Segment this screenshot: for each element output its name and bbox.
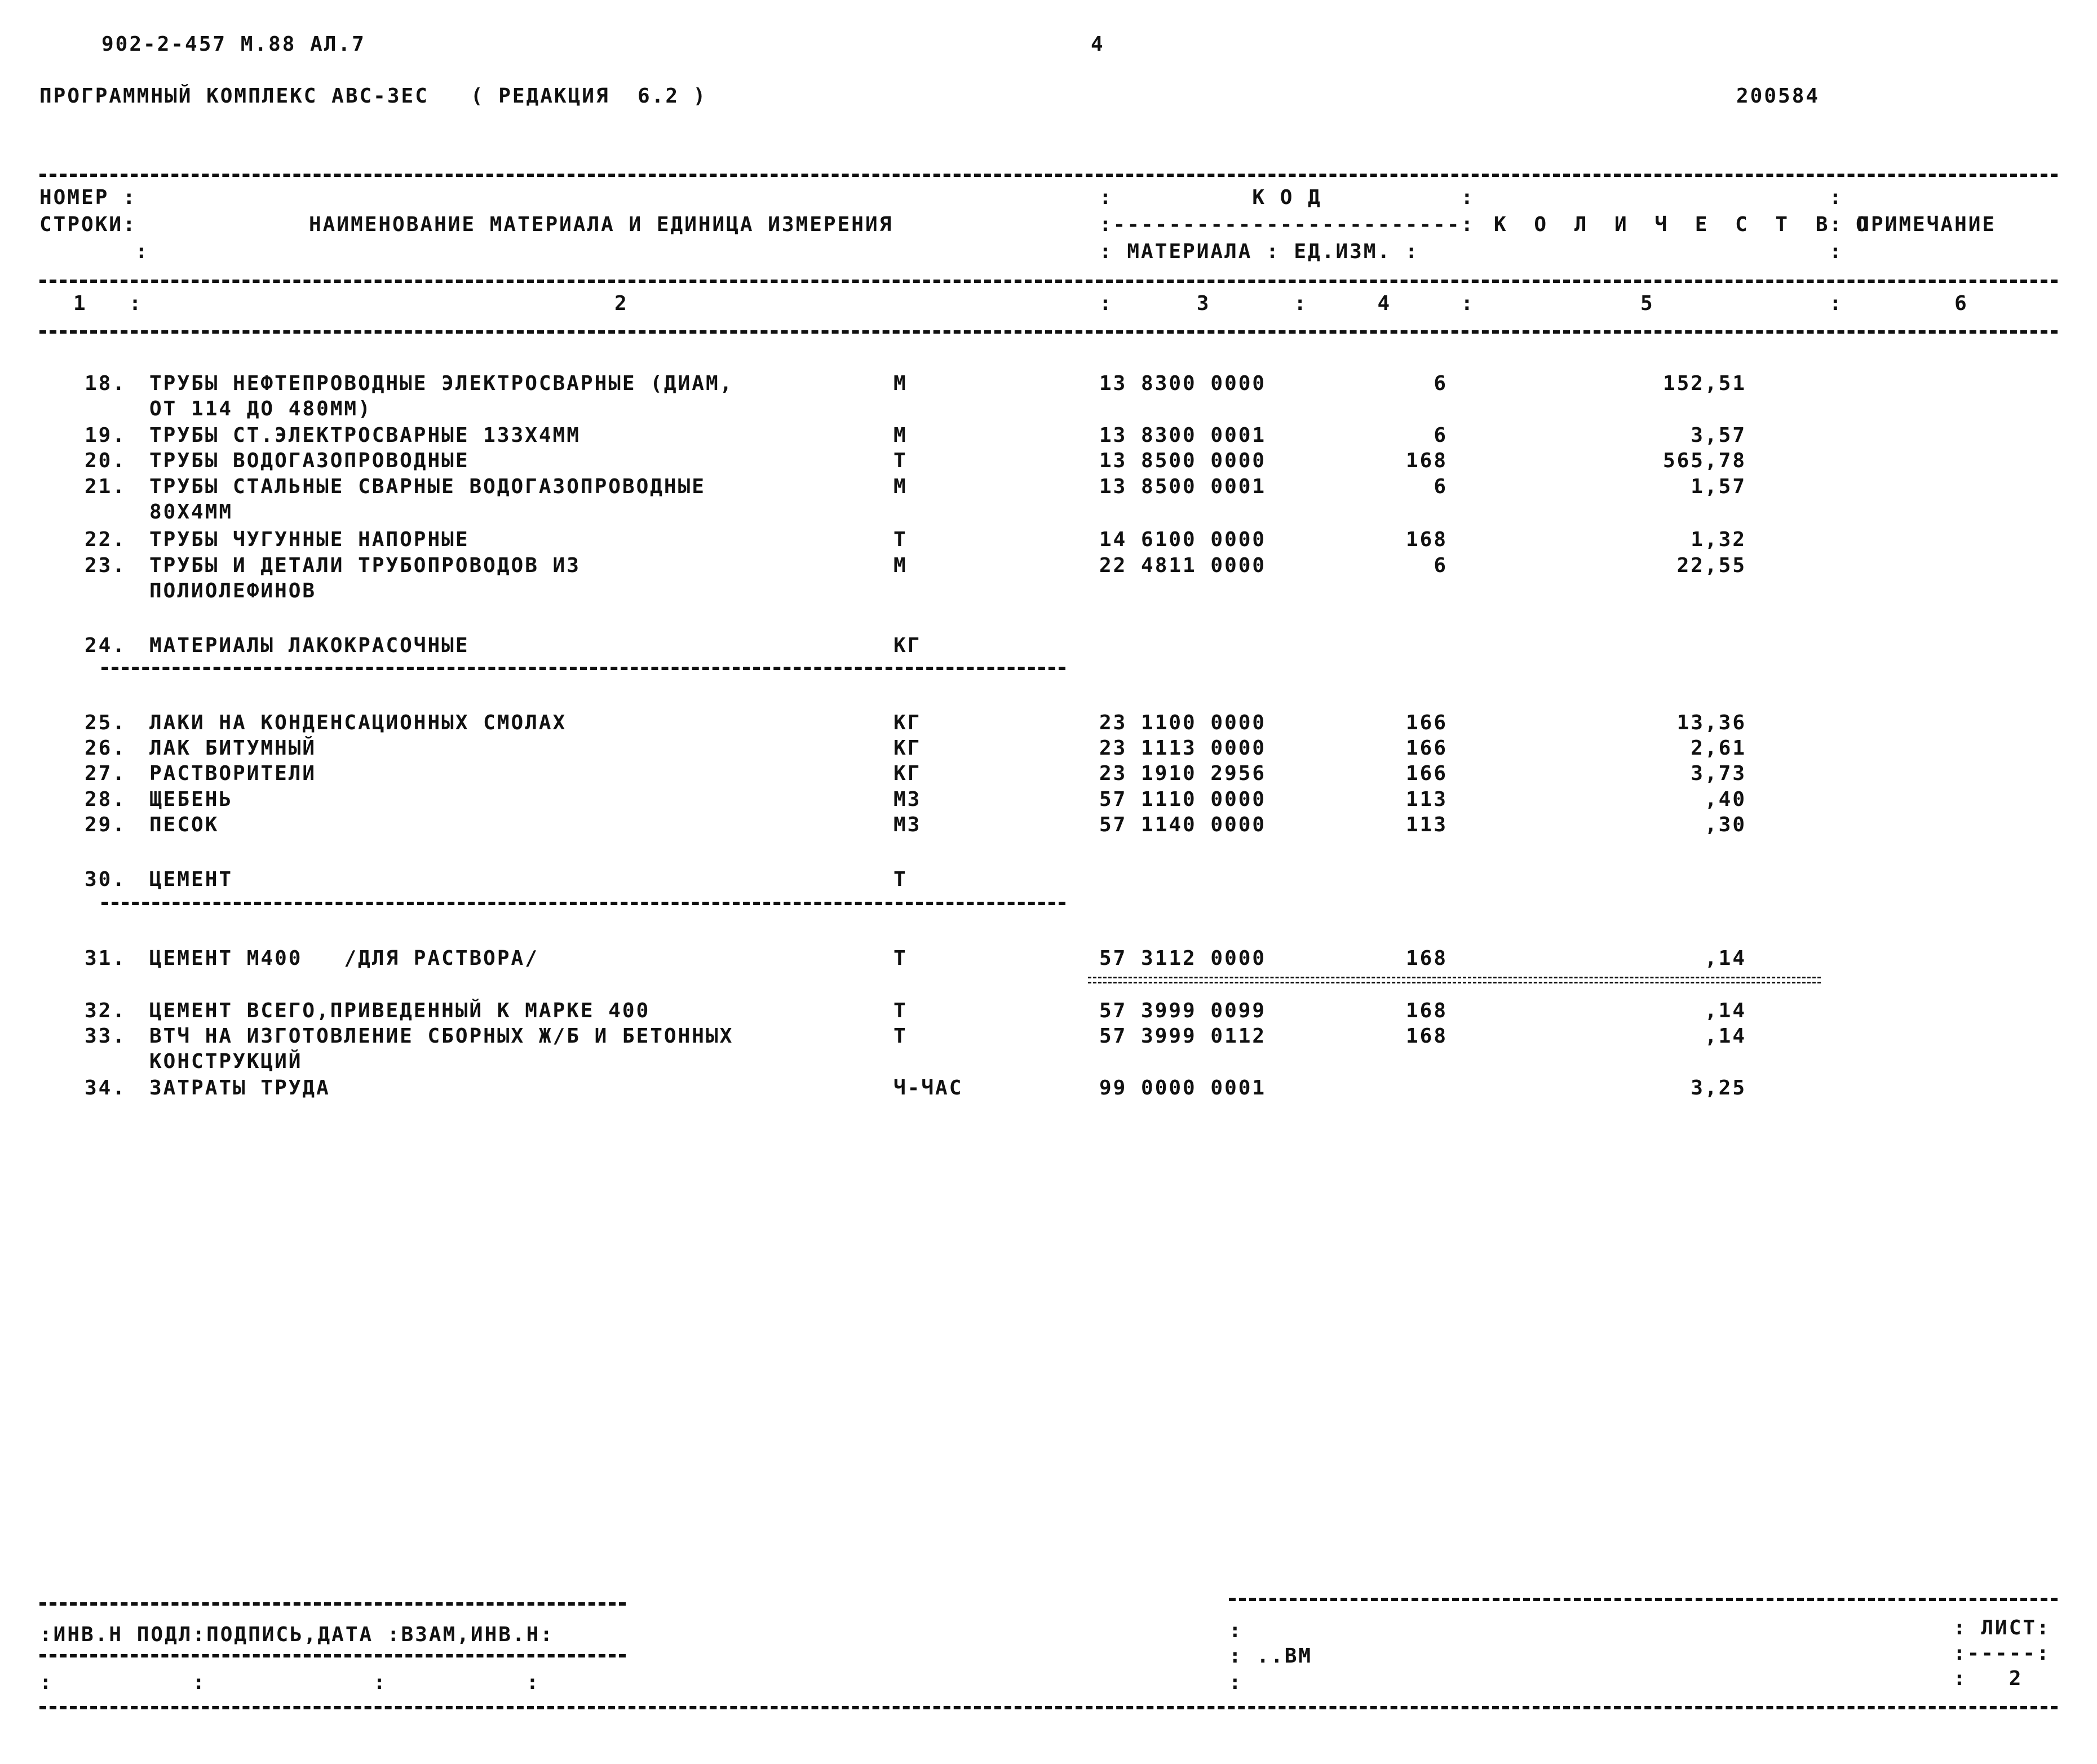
quantity: ,30 (1704, 813, 1746, 836)
unit: М (893, 554, 908, 577)
material-name: ПОЛИОЛЕФИНОВ (149, 579, 317, 602)
stamp-mid-rule (39, 1654, 626, 1657)
material-code: 13 8300 0001 (1099, 424, 1267, 447)
row-number: 27. (85, 762, 127, 785)
quantity: ,14 (1704, 947, 1746, 970)
unit-code: 6 (1434, 372, 1448, 395)
unit: М (893, 475, 908, 498)
row-number: 32. (85, 999, 127, 1022)
unit: М3 (893, 813, 922, 836)
row-number: 18. (85, 372, 127, 395)
unit: КГ (893, 762, 922, 785)
material-name: КОНСТРУКЦИЙ (149, 1050, 303, 1073)
material-code: 13 8500 0001 (1099, 475, 1267, 498)
program-title: ПРОГРАММНЫЙ КОМПЛЕКС АВС-3ЕС ( РЕДАКЦИЯ 6.2 ) (39, 85, 707, 108)
material-code: 23 1113 0000 (1099, 737, 1267, 760)
unit-code: 6 (1434, 475, 1448, 498)
stamp-header: :ИНВ.Н ПОДЛ:ПОДПИСЬ,ДАТА :ВЗАМ,ИНВ.Н: (39, 1623, 554, 1646)
material-name: ЗАТРАТЫ ТРУДА (149, 1076, 330, 1100)
material-code: 57 3112 0000 (1099, 947, 1267, 970)
unit-code: 168 (1405, 449, 1448, 472)
quantity: ,14 (1704, 999, 1746, 1022)
unit: Ч-ЧАС (893, 1076, 963, 1100)
unit-code: 166 (1405, 711, 1448, 734)
header-kod-2: :-------------------------: (1099, 213, 1475, 236)
material-code: 99 0000 0001 (1099, 1076, 1267, 1100)
material-name: 80Х4ММ (149, 500, 233, 524)
section-rule-24 (101, 667, 1065, 670)
unit: КГ (893, 711, 922, 734)
material-code: 57 3999 0099 (1099, 999, 1267, 1022)
unit: М3 (893, 788, 922, 811)
material-name: ТРУБЫ ВОДОГАЗОПРОВОДНЫЕ (149, 449, 470, 472)
material-name: ПЕСОК (149, 813, 219, 836)
material-name: ТРУБЫ НЕФТЕПРОВОДНЫЕ ЭЛЕКТРОСВАРНЫЕ (ДИАМ, (149, 372, 734, 395)
header-quantity: К О Л И Ч Е С Т В О (1494, 213, 1876, 236)
header-note-2: : ПРИМЕЧАНИЕ (1829, 213, 1997, 236)
quantity: 2,61 (1691, 737, 1746, 760)
unit: Т (893, 449, 908, 472)
row-number: 19. (85, 424, 127, 447)
unit: КГ (893, 634, 922, 657)
quantity: 565,78 (1662, 449, 1746, 472)
header-name: НАИМЕНОВАНИЕ МАТЕРИАЛА И ЕДИНИЦА ИЗМЕРЕНИЯ (309, 213, 893, 236)
row-number: 25. (85, 711, 127, 734)
material-code: 23 1910 2956 (1099, 762, 1267, 785)
stamp-bottom-rule (39, 1706, 2058, 1709)
stamp-row: : : : : (39, 1671, 541, 1694)
unit-code: 166 (1405, 737, 1448, 760)
unit-code: 166 (1405, 762, 1448, 785)
material-name: ЦЕМЕНТ М400 /ДЛЯ РАСТВОРА/ (149, 947, 539, 970)
row-number: 33. (85, 1025, 127, 1048)
unit-code: 113 (1405, 788, 1448, 811)
quantity: 13,36 (1676, 711, 1746, 734)
material-name: ЦЕМЕНТ (149, 868, 233, 891)
quantity: ,40 (1704, 788, 1746, 811)
row-number: 24. (85, 634, 127, 657)
material-name: ТРУБЫ СТАЛЬНЫЕ СВАРНЫЕ ВОДОГАЗОПРОВОДНЫЕ (149, 475, 706, 498)
row-number: 28. (85, 788, 127, 811)
unit-code: 168 (1405, 528, 1448, 551)
material-name: ОТ 114 ДО 480ММ) (149, 397, 372, 420)
header-nomer-2: СТРОКИ: (39, 213, 137, 236)
row-number: 34. (85, 1076, 127, 1100)
unit: М (893, 424, 908, 447)
row-number: 31. (85, 947, 127, 970)
material-code: 57 1140 0000 (1099, 813, 1267, 836)
row-number: 20. (85, 449, 127, 472)
material-code: 57 3999 0112 (1099, 1025, 1267, 1048)
quantity: 22,55 (1676, 554, 1746, 577)
unit-code: 168 (1405, 999, 1448, 1022)
total-double-rule (1088, 977, 1821, 985)
column-number-1: 1 : (73, 292, 143, 315)
document-code: 200584 (1736, 85, 1820, 108)
row-number: 23. (85, 554, 127, 577)
header-kod-3: : МАТЕРИАЛА : ЕД.ИЗМ. : (1099, 240, 1419, 263)
material-name: ТРУБЫ СТ.ЭЛЕКТРОСВАРНЫЕ 133Х4ММ (149, 424, 581, 447)
quantity: 3,57 (1691, 424, 1746, 447)
unit: Т (893, 528, 908, 551)
material-name: МАТЕРИАЛЫ ЛАКОКРАСОЧНЫЕ (149, 634, 470, 657)
title-block-top-rule (1229, 1598, 2058, 1601)
quantity: 1,32 (1691, 528, 1746, 551)
quantity: ,14 (1704, 1025, 1746, 1048)
header-kod-1: : К О Д : (1099, 186, 1475, 209)
material-code: 23 1100 0000 (1099, 711, 1267, 734)
header-bottom-rule (39, 330, 2058, 334)
material-code: 13 8300 0000 (1099, 372, 1267, 395)
row-number: 30. (85, 868, 127, 891)
unit-code: 6 (1434, 424, 1448, 447)
row-number: 22. (85, 528, 127, 551)
column-number-5: 5 (1640, 292, 1654, 315)
material-code: 13 8500 0000 (1099, 449, 1267, 472)
column-number-2: 2 (614, 292, 629, 315)
header-mid-rule (39, 280, 2058, 283)
header-note-1: : (1829, 186, 1843, 209)
unit: Т (893, 999, 908, 1022)
header-nomer-3: : (135, 240, 149, 263)
title-block-1: : (1229, 1619, 1243, 1642)
sheet-label: : ЛИСТ: (1953, 1616, 2051, 1639)
title-block-2: : ..ВМ (1229, 1645, 1313, 1668)
row-number: 29. (85, 813, 127, 836)
material-code: 14 6100 0000 (1099, 528, 1267, 551)
unit-code: 168 (1405, 1025, 1448, 1048)
unit: М (893, 372, 908, 395)
unit: Т (893, 868, 908, 891)
unit: Т (893, 947, 908, 970)
sheet-separator: :-----: (1953, 1642, 2051, 1665)
quantity: 3,73 (1691, 762, 1746, 785)
document-reference: 902-2-457 М.88 АЛ.7 (101, 33, 366, 56)
unit: КГ (893, 737, 922, 760)
material-name: ЛАК БИТУМНЫЙ (149, 737, 317, 760)
unit-code: 168 (1405, 947, 1448, 970)
table-top-rule (39, 174, 2058, 177)
header-note-3: : (1829, 240, 1843, 263)
material-name: ТРУБЫ И ДЕТАЛИ ТРУБОПРОВОДОВ ИЗ (149, 554, 581, 577)
unit-code: 6 (1434, 554, 1448, 577)
sheet-number: : 2 (1953, 1667, 2023, 1690)
column-number-3-4: : 3 : 4 : (1099, 292, 1475, 315)
header-nomer-1: НОМЕР : (39, 186, 137, 209)
title-block-3: : (1229, 1671, 1243, 1694)
unit-code: 113 (1405, 813, 1448, 836)
row-number: 21. (85, 475, 127, 498)
stamp-top-rule (39, 1602, 626, 1606)
quantity: 1,57 (1691, 475, 1746, 498)
material-name: ТРУБЫ ЧУГУННЫЕ НАПОРНЫЕ (149, 528, 470, 551)
page-number: 4 (1091, 33, 1105, 56)
material-code: 22 4811 0000 (1099, 554, 1267, 577)
section-rule-30 (101, 902, 1065, 905)
material-name: ЩЕБЕНЬ (149, 788, 233, 811)
material-name: ВТЧ НА ИЗГОТОВЛЕНИЕ СБОРНЫХ Ж/Б И БЕТОННЫХ (149, 1025, 734, 1048)
row-number: 26. (85, 737, 127, 760)
material-name: РАСТВОРИТЕЛИ (149, 762, 317, 785)
material-code: 57 1110 0000 (1099, 788, 1267, 811)
quantity: 152,51 (1662, 372, 1746, 395)
column-number-6: : 6 (1829, 292, 1968, 315)
quantity: 3,25 (1691, 1076, 1746, 1100)
material-name: ЛАКИ НА КОНДЕНСАЦИОННЫХ СМОЛАХ (149, 711, 567, 734)
material-name: ЦЕМЕНТ ВСЕГО,ПРИВЕДЕННЫЙ К МАРКЕ 400 (149, 999, 651, 1022)
unit: Т (893, 1025, 908, 1048)
